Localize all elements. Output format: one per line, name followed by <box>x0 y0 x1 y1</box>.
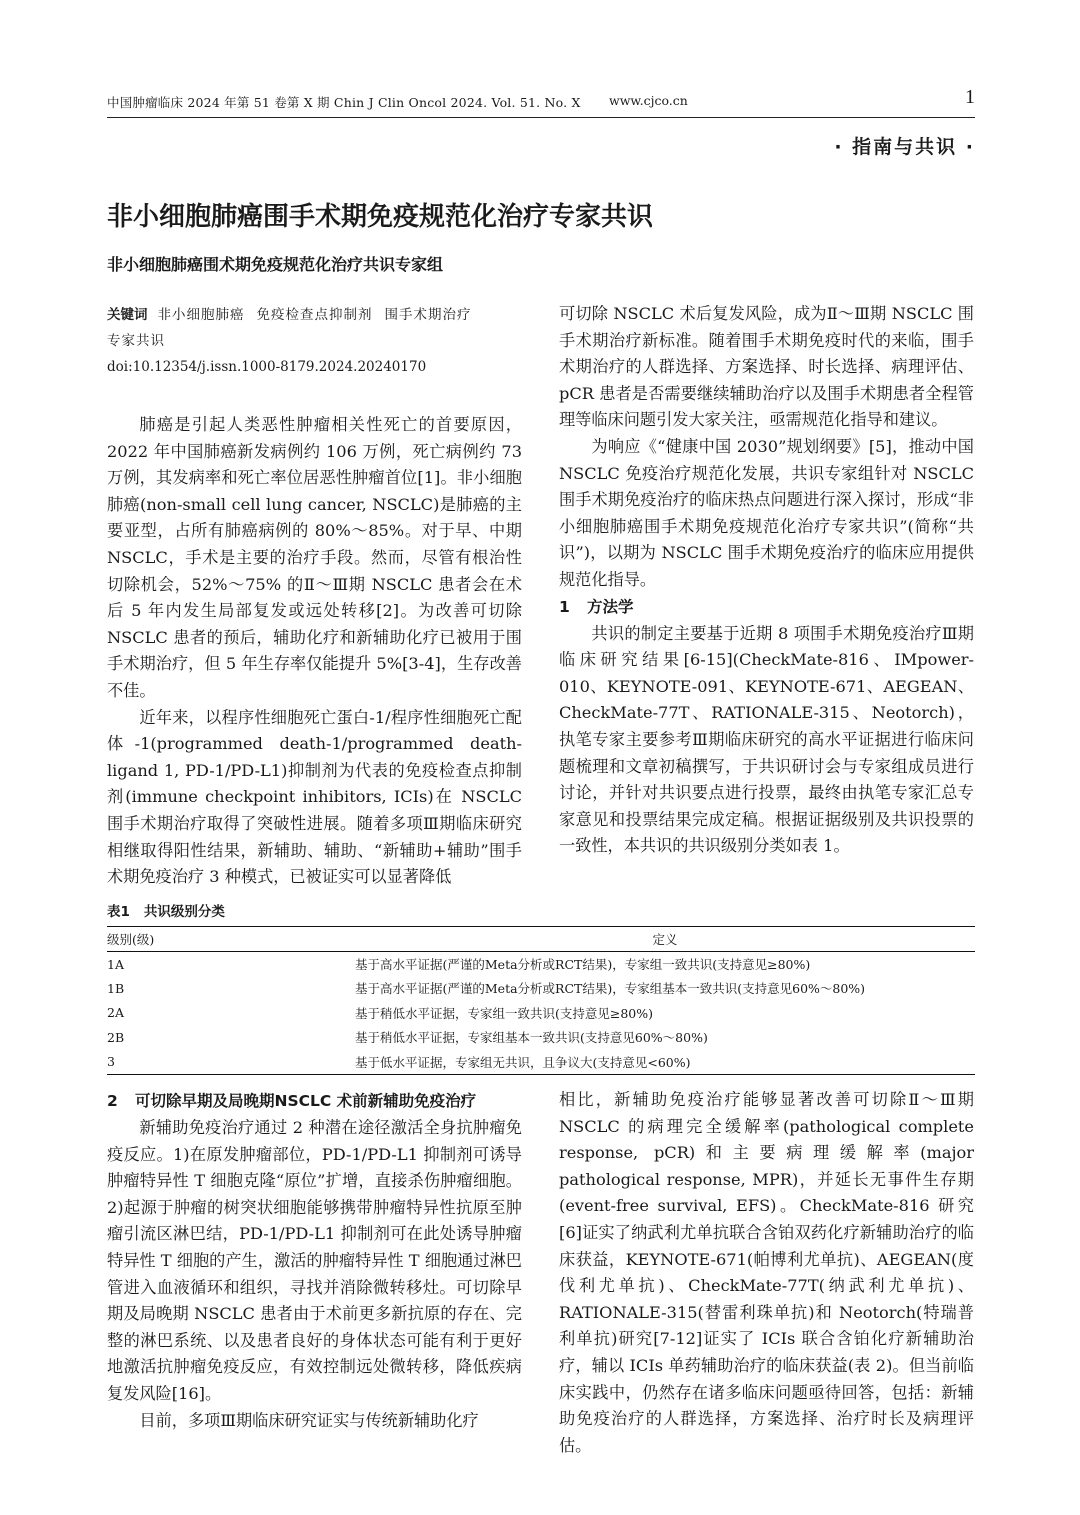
paragraph: 近年来，以程序性细胞死亡蛋白-1/程序性细胞死亡配体-1(programmed death-1/programmed death-ligand 1, PD-1/PD-L1)抑制剂为代表的免疫检查点抑制剂(immune checkpoint inhibitors, ICIs)在 NSCLC 围手术期治疗取得了突破性进展。随着多项Ⅲ期临床研究相继取得阳性结果，新辅助、辅助、“新辅助+辅助”围手术期免疫治疗 3 种模式，已被证实可以显著降低 <box>107 707 522 887</box>
section-title: 方法学 <box>587 597 634 616</box>
definition-cell: 基于稍低水平证据，专家组一致共识(支持意见≥80%) <box>355 1005 654 1021</box>
running-header <box>107 86 975 114</box>
level-cell: 2B <box>107 1029 125 1045</box>
keyword: 专家共识 <box>107 333 165 349</box>
paragraph: 肺癌是引起人类恶性肿瘤相关性死亡的首要原因，2022 年中国肺癌新发病例约 106 万例，死亡病例约 73 万例，其发病率和死亡率位居恶性肿瘤首位[1]。非小细胞肺癌(non-small cell lung cancer, NSCLC)是肺癌的主要亚型，占所有肺癌病例的 80%～85%。对于早、中期 NSCLC，手术是主要的治疗手段。然而，尽管有根治性切除机会，52%～75% 的Ⅱ～Ⅲ期 NSCLC 患者会在术后 5 年内发生局部复发或远处转移[2]。为改善可切除 NSCLC 患者的预后，辅助化疗和新辅助化疗已被用于围手术期治疗，但 5 年生存率仅能提升 5%[3-4]，生存改善不佳。 <box>107 415 522 700</box>
paragraph: 相比，新辅助免疫治疗能够显著改善可切除Ⅱ～Ⅲ期 NSCLC 的病理完全缓解率(pathological complete response, pCR)和主要病理缓解率(major pathological response, MPR)，并延长无事件生存期(event-free survival, EFS)。CheckMate-816 研究[6]证实了纳武利尤单抗联合含铂双药化疗新辅助治疗的临床获益，KEYNOTE-671(帕博利尤单抗)、AEGEAN(度伐利尤单抗)、CheckMate-77T(纳武利尤单抗)、RATIONALE-315(替雷利珠单抗)和 Neotorch(特瑞普利单抗)研究[7-12]证实了 ICIs 联合含铂化疗新辅助治疗，辅以 ICIs 单药辅助治疗的临床获益(表 2)。但当前临床实践中，仍然存在诸多临床问题亟待回答，包括：新辅助免疫治疗的人群选择，方案选择、治疗时长及病理评估。 <box>559 1090 974 1455</box>
paragraph: 共识的制定主要基于近期 8 项围手术期免疫治疗Ⅲ期临床研究结果[6-15](CheckMate-816、IMpower-010、KEYNOTE-091、KEYNOTE-671、AEGEAN、CheckMate-77T、RATIONALE-315、Neotorch)，执笔专家主要参考Ⅲ期临床研究的高水平证据进行临床问题梳理和文章初稿撰写，于共识研讨会与专家组成员进行讨论，并针对共识要点进行投票，最终由执笔专家汇总专家意见和投票结果完成定稿。根据证据级别及共识投票的一致性，本共识的共识级别分类如表 1。 <box>559 623 974 856</box>
methods-text <box>559 621 974 860</box>
header-divider <box>107 117 975 118</box>
table-number: 表1 <box>107 904 130 920</box>
table-row <box>107 1025 975 1050</box>
table-title: 共识级别分类 <box>143 904 225 920</box>
author-group: 非小细胞肺癌围术期免疫规范化治疗共识专家组 <box>107 255 444 274</box>
table-caption <box>107 900 975 926</box>
keyword: 非小细胞肺癌 <box>157 307 245 323</box>
left-column-bottom <box>107 1088 522 1434</box>
section-number: 1 <box>559 597 570 616</box>
intro-text-continued <box>559 301 974 594</box>
paragraph: 目前，多项Ⅲ期临床研究证实与传统新辅助化疗 <box>139 1410 479 1430</box>
section2-text <box>107 1115 522 1434</box>
section-number: 2 <box>107 1092 118 1110</box>
right-column-top <box>559 301 974 860</box>
consensus-level-table <box>107 926 975 1075</box>
level-cell: 1B <box>107 980 125 996</box>
table-header-row <box>107 927 975 952</box>
paragraph: 新辅助免疫治疗通过 2 种潜在途径激活全身抗肿瘤免疫反应。1)在原发肿瘤部位，PD-1/PD-L1 抑制剂可诱导肿瘤特异性 T 细胞克隆“原位”扩增，直接杀伤肿瘤细胞。2)起源于肿瘤的树突状细胞能够携带肿瘤特异性抗原至肿瘤引流区淋巴结，PD-1/PD-L1 抑制剂可在此处诱导肿瘤特异性 T 细胞的产生，激活的肿瘤特异性 T 细胞通过淋巴管进入血液循环和组织，寻找并消除微转移灶。可切除早期及局晚期 NSCLC 患者由于术前更多新抗原的存在、完整的淋巴系统、以及患者良好的身体状态可能有利于更好地激活抗肿瘤免疫反应，有效控制远处微转移，降低疾病复发风险[16]。 <box>107 1118 522 1403</box>
section-title: 可切除早期及局晚期NSCLC 术前新辅助免疫治疗 <box>135 1092 477 1110</box>
table-row <box>107 976 975 1001</box>
table-row <box>107 1001 975 1026</box>
keywords-label: 关键词 <box>107 307 148 323</box>
intro-text <box>107 412 522 891</box>
keyword: 免疫检查点抑制剂 <box>256 307 373 323</box>
level-cell: 2A <box>107 1005 124 1021</box>
table-row <box>107 952 975 977</box>
keyword: 围手术期治疗 <box>384 307 472 323</box>
paragraph: 可切除 NSCLC 术后复发风险，成为Ⅱ～Ⅲ期 NSCLC 围手术期治疗新标准。随着围手术期免疫时代的来临，围手术期治疗的人群选择、方案选择、时长选择、病理评估、pCR 患者是否需要继续辅助治疗以及围手术期患者全程管理等临床问题引发大家关注，亟需规范化指导和建议。 <box>559 304 974 430</box>
paragraph: 为响应《“健康中国 2030”规划纲要》[5]，推动中国 NSCLC 免疫治疗规范化发展，共识专家组针对 NSCLC 围手术期免疫治疗的临床热点问题进行深入探讨，形成“非小细胞肺癌围手术期免疫规范化治疗专家共识”(简称“共识”)，以期为 NSCLC 围手术期免疫治疗的临床应用提供规范化指导。 <box>559 436 974 589</box>
right-column-bottom <box>559 1087 974 1459</box>
left-column-top <box>107 302 522 891</box>
level-cell: 3 <box>107 1054 115 1069</box>
journal-citation: 中国肿瘤临床 2024 年第 51 卷第 X 期 Chin J Clin Oncol 2024. Vol. 51. No. X <box>107 95 581 110</box>
table-1 <box>107 900 975 1075</box>
section-heading-methods <box>559 594 974 621</box>
doi: doi:10.12354/j.issn.1000-8179.2024.20240170 <box>107 359 427 375</box>
definition-cell: 基于高水平证据(严谨的Meta分析或RCT结果)，专家组基本一致共识(支持意见60%～80%) <box>355 981 866 997</box>
journal-website: www.cjco.cn <box>609 93 688 108</box>
page-number: 1 <box>965 86 975 108</box>
table-row <box>107 1050 975 1075</box>
column-header-definition: 定义 <box>652 932 678 947</box>
article-title: 非小细胞肺癌围手术期免疫规范化治疗专家共识 <box>107 202 654 232</box>
section2-text-continued <box>559 1087 974 1459</box>
definition-cell: 基于稍低水平证据，专家组基本一致共识(支持意见60%～80%) <box>355 1030 708 1046</box>
column-header-level: 级别(级) <box>107 932 155 947</box>
definition-cell: 基于低水平证据，专家组无共识，且争议大(支持意见<60%) <box>355 1054 691 1070</box>
section-heading-neoadjuvant <box>107 1088 522 1115</box>
keywords-block <box>107 302 522 354</box>
section-tag: · 指南与共识 · <box>834 136 975 158</box>
definition-cell: 基于高水平证据(严谨的Meta分析或RCT结果)，专家组一致共识(支持意见≥80%) <box>355 957 811 972</box>
level-cell: 1A <box>107 956 124 972</box>
